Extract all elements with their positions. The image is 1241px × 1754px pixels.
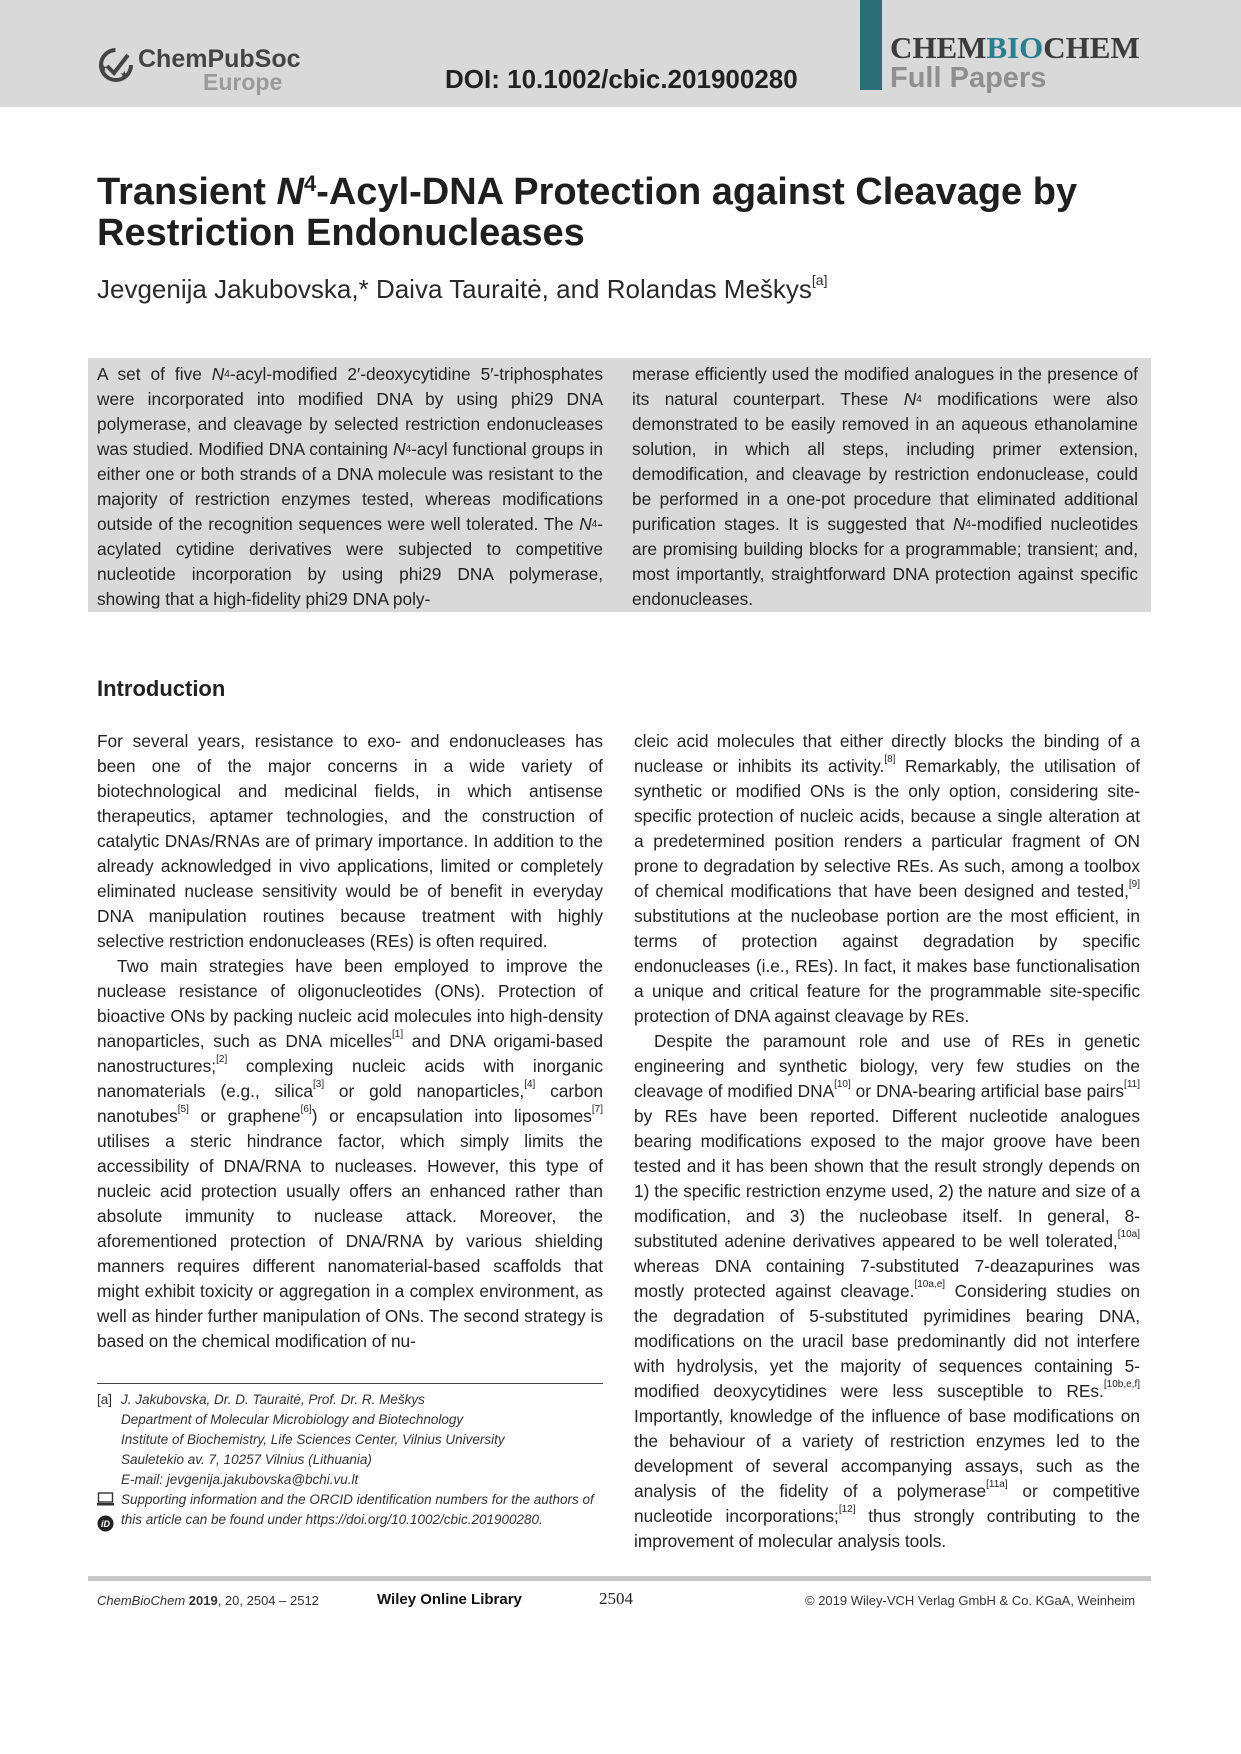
logo-text-line2: Europe — [203, 69, 283, 95]
chempubsoc-logo-icon — [98, 47, 134, 83]
citation-ref[interactable]: [10] — [834, 1079, 851, 1090]
citation-ref[interactable]: [8] — [884, 754, 896, 765]
citation-ref[interactable]: [4] — [524, 1079, 536, 1090]
citation-ref[interactable]: [10b,e,f] — [1103, 1379, 1140, 1390]
footer-citation: ChemBioChem 2019, 20, 2504 – 2512 — [97, 1593, 319, 1608]
footnote-line: Department of Molecular Microbiology and Biotechnology — [121, 1412, 464, 1427]
affiliation-marker[interactable]: [a] — [811, 272, 828, 288]
logo-text-line1: ChemPubSoc — [138, 45, 301, 73]
citation-ref[interactable]: [6] — [300, 1104, 312, 1115]
body-right-column — [634, 729, 1140, 1554]
footnote-line: Sauletekio av. 7, 10257 Vilnius (Lithuania) — [121, 1452, 372, 1467]
footnote-line: Institute of Biochemistry, Life Sciences Center, Vilnius University — [121, 1432, 505, 1447]
supporting-info-note — [97, 1490, 603, 1530]
journal-color-bar — [860, 0, 882, 90]
paragraph: Despite the paramount role and use of REs in genetic engineering and synthetic biology, very few studies on the cleavage of modified DNA[10] or DNA-bearing artificial base pairs[11] by REs have been reported. Different nucleotide analogues bearing modifications exposed to the major groove have been tested and it has been shown that the result strongly depends on 1) the specific restriction enzyme used, 2) the nature and size of a modification, and 3) the nucleobase itself. In general, 8-substituted adenine derivatives appeared to be well tolerated,[10a] whereas DNA containing 7-substituted 7-deazapurines was mostly protected against cleavage.[10a,e] Considering studies on the degradation of 5-substituted pyrimidines bearing DNA, modifications on the uracil base predominantly did not interfere with hydrolysis, yet the majority of sequences containing 5-modified deoxycytidines were less susceptible to REs.[10b,e,f] Importantly, knowledge of the influence of base modifications on the behaviour of a variety of restriction enzymes led to the development of several accompanying assays, such as the analysis of the fidelity of a polymerase[11a] or competitive nucleotide incorporations;[12] thus strongly contributing to the improvement of molecular analysis tools. — [634, 1031, 1140, 1551]
citation-ref[interactable]: [3] — [312, 1079, 325, 1090]
abstract-right-column: merase efficiently used the modified analogues in the presence of its natural counterpart. These $N^4$ modifications were also demonstrated to be easily removed in an aqueous ethanolamine solution, in which all steps, including primer extension, demodification, and cleavage by restriction endonuclease, could be performed in a one-pot procedure that eliminated additional purification stages. It is suggested that $N^4$-modified nucleotides are promising building blocks for a programmable; transient; and, most importantly, straightforward DNA protection against specific endonucleases. — [632, 364, 1138, 609]
citation-ref[interactable]: [7] — [591, 1104, 603, 1115]
citation-ref[interactable]: [2] — [216, 1054, 228, 1065]
footnote-label: [a] — [97, 1392, 113, 1407]
supporting-info-icon — [97, 1492, 114, 1506]
section-heading: Introduction — [97, 676, 226, 701]
doi-link[interactable]: DOI: 10.1002/cbic.201900280 — [445, 64, 798, 94]
paragraph: Two main strategies have been employed to improve the nuclease resistance of oligonucleotides (ONs). Protection of bioactive ONs by packing nucleic acid molecules into high-density nanoparticles, such as DNA micelles[1] and DNA origami-based nanostructures;[2] complexing nucleic acids with inorganic nanomaterials (e.g., silica[3] or gold nanoparticles,[4] carbon nanotubes[5] or graphene[6]) or encapsulation into liposomes[7] utilises a steric hindrance factor, which simply limits the accessibility of DNA/RNA to nucleases. However, this type of nucleic acid protection usually offers an enhanced rather than absolute immunity to nuclease attack. Moreover, the aforementioned protection of DNA/RNA by various shielding manners requires different nanomaterial-based scaffolds that might exhibit toxicity or aggregation in a complex environment, as well as hinder further manipulation of ONs. The second strategy is based on the chemical modification of nu- — [97, 956, 603, 1351]
citation-ref[interactable]: [11] — [1124, 1079, 1140, 1090]
body-left-column — [97, 729, 603, 1354]
citation-ref[interactable]: [9] — [1128, 879, 1140, 890]
paragraph: For several years, resistance to exo- and endonucleases has been one of the major concerns in a wide variety of biotechnological and medicinal fields, in which antisense therapeutics, aptamer technologies, and the construction of catalytic DNAs/RNAs are of primary importance. In addition to the already acknowledged in vivo applications, limited or completely eliminated nuclease sensitivity would be of benefit in everyday DNA manipulation routines because treatment with highly selective restriction endonucleases (REs) is often required. — [97, 731, 603, 951]
citation-ref[interactable]: [12] — [838, 1504, 856, 1515]
footnote-line: J. Jakubovska, Dr. D. Tauraitė, Prof. Dr. R. Meškys — [121, 1392, 425, 1407]
supporting-info-text[interactable]: Supporting information and the ORCID identification numbers for the authors of this article can be found under https://doi.org/10.1002/cbic.201900280. — [121, 1492, 594, 1527]
abstract-box — [88, 358, 1151, 612]
author-list: Jevgenija Jakubovska,* Daiva Tauraitė, and Rolandas Meškys[a] — [97, 272, 828, 304]
citation-ref[interactable]: [11a] — [986, 1479, 1008, 1490]
journal-block — [860, 0, 1241, 107]
paragraph: cleic acid molecules that either directly blocks the binding of a nuclease or inhibits its activity.[8] Remarkably, the utilisation of synthetic or modified ONs is the only option, considering site-specific protection of nucleic acids, because a single alteration at a predetermined position renders a particular fragment of ON prone to degradation by selective REs. As such, among a toolbox of chemical modifications that have been designed and tested,[9] substitutions at the nucleobase portion are the most efficient, in terms of protection against degradation by specific endonucleases (i.e., REs). In fact, it makes base functionalisation a unique and critical feature for the programmable site-specific protection of DNA against cleavage by REs. — [634, 731, 1140, 1026]
wiley-online-library-link[interactable]: Wiley Online Library — [377, 1591, 522, 1608]
citation-ref[interactable]: [5] — [177, 1104, 189, 1115]
affiliation-footnote — [97, 1390, 603, 1529]
orcid-icon — [97, 1515, 114, 1532]
article-title: Transient $N^4-Acyl$-DNA Protection against Cleavage by Restriction Endonucleases — [97, 171, 1078, 254]
copyright-notice: © 2019 Wiley-VCH Verlag GmbH & Co. KGaA, Weinheim — [805, 1593, 1136, 1608]
svg-text:iD: iD — [101, 1519, 110, 1529]
citation-ref[interactable]: [10a,e] — [914, 1279, 946, 1290]
article-type: Full Papers — [890, 62, 1047, 94]
footer-divider — [88, 1576, 1151, 1581]
footnote-email[interactable]: E-mail: jevgenija.jakubovska@bchi.vu.lt — [121, 1472, 359, 1487]
footnote-divider — [97, 1383, 603, 1384]
journal-name[interactable]: CHEMBIOCHEM — [890, 30, 1140, 65]
citation-ref[interactable]: [1] — [391, 1029, 404, 1040]
page-number: 2504 — [599, 1589, 633, 1608]
abstract-left-column: A set of five $N^4-acyl$-modified 2′-deoxycytidine 5′-triphosphates were incorporated into modified DNA by using phi29 DNA polymerase, and cleavage by selected restriction endonucleases was studied. Modified DNA containing $N^4$-acyl functional groups in either one or both strands of a DNA molecule was resistant to the majority of restriction enzymes tested, whereas modifications outside of the recognition sequences were well tolerated. The $N^4$-acylated cytidine derivatives were subjected to competitive nucleotide incorporation by using phi29 DNA polymerase, showing that a high-fidelity phi29 DNA poly- — [97, 364, 603, 609]
header-bar — [0, 0, 1241, 107]
citation-ref[interactable]: [10a] — [1117, 1229, 1140, 1240]
